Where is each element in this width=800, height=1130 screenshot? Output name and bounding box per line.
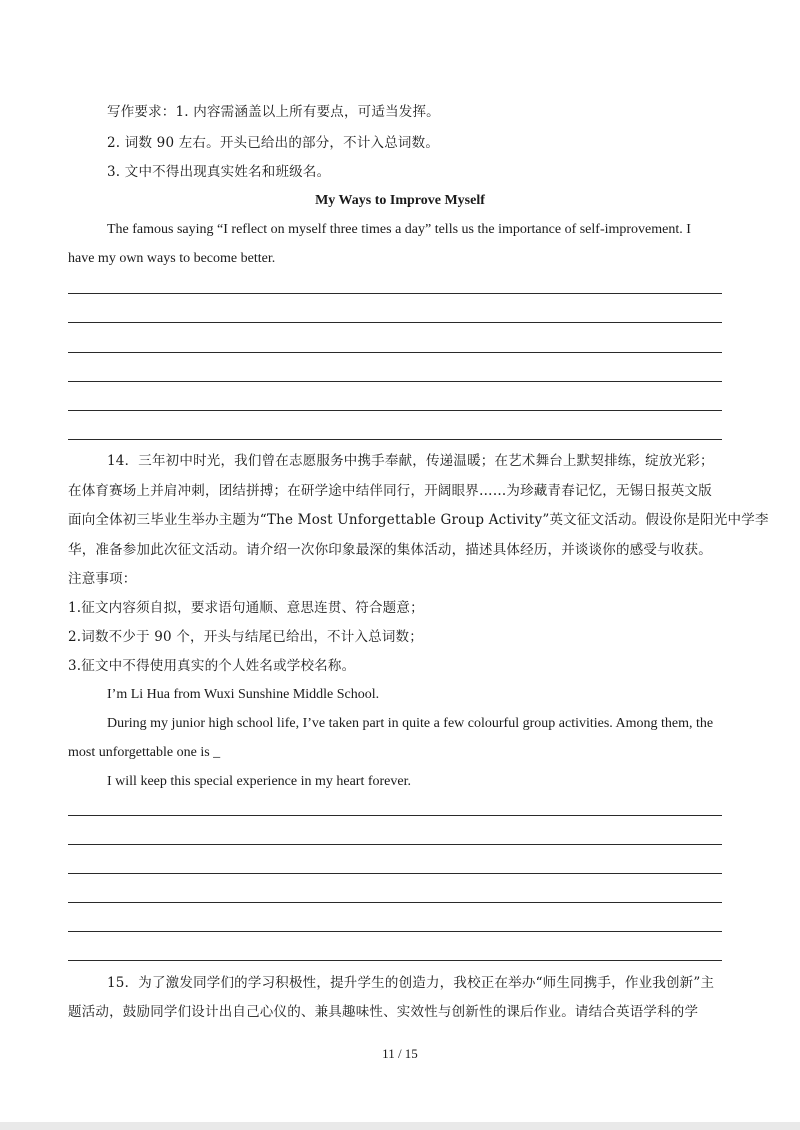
- q14-body-line-1: During my junior high school life, I’ve taken part in quite a few colourful group activities. Among them, the: [107, 716, 714, 731]
- q14-paragraph-line-3: 面向全体初三毕业生举办主题为“The Most Unforgettable Group Activity”英文征文活动。假设你是阳光中学李: [68, 512, 769, 528]
- requirement-1: 写作要求：1. 内容需涵盖以上所有要点，可适当发挥。: [107, 104, 440, 120]
- q14-note-3: 3.征文中不得使用真实的个人姓名或学校名称。: [68, 658, 356, 674]
- q14-body-line-2: most unforgettable one is _: [68, 745, 221, 760]
- answer-line: [68, 381, 722, 382]
- answer-line: [68, 902, 722, 903]
- answer-line: [68, 815, 722, 816]
- answer-line: [68, 410, 722, 411]
- answer-line: [68, 844, 722, 845]
- q14-note-1: 1.征文内容须自拟，要求语句通顺、意思连贯、符合题意；: [68, 600, 424, 616]
- answer-line: [68, 322, 722, 323]
- q14-note-2: 2.词数不少于 90 个，开头与结尾已给出，不计入总词数；: [68, 629, 423, 645]
- q14-intro: I’m Li Hua from Wuxi Sunshine Middle School.: [107, 687, 380, 702]
- answer-line: [68, 439, 722, 440]
- q14-notes-heading: 注意事项：: [68, 571, 137, 587]
- answer-line: [68, 293, 722, 294]
- q14-paragraph-line-2: 在体育赛场上并肩冲刺，团结拼搏；在研学途中结伴同行，开阔眼界……为珍藏青春记忆，无锡日报英文版: [68, 483, 712, 499]
- requirement-3: 3. 文中不得出现真实姓名和班级名。: [107, 164, 331, 180]
- q15-line-1: 15．为了激发同学们的学习积极性，提升学生的创造力，我校正在举办“师生同携手，作业我创新”主: [107, 975, 715, 991]
- answer-line: [68, 931, 722, 932]
- q14-ending: I will keep this special experience in my heart forever.: [107, 774, 411, 789]
- q15-line-2: 题活动，鼓励同学们设计出自己心仪的、兼具趣味性、实效性与创新性的课后作业。请结合英语学科的学: [68, 1004, 699, 1020]
- essay-opening-line-1: The famous saying “I reflect on myself three times a day” tells us the importance of self-improvement. I: [107, 222, 691, 237]
- scan-edge: [0, 1122, 800, 1130]
- q14-paragraph-line-4: 华，准备参加此次征文活动。请介绍一次你印象最深的集体活动，描述具体经历，并谈谈你的感受与收获。: [68, 542, 712, 558]
- page-number: 11 / 15: [382, 1046, 418, 1061]
- essay-opening-line-2: have my own ways to become better.: [68, 251, 276, 266]
- requirement-2: 2. 词数 90 左右。开头已给出的部分，不计入总词数。: [107, 135, 440, 151]
- answer-line: [68, 352, 722, 353]
- essay-title: My Ways to Improve Myself: [315, 193, 485, 208]
- answer-line: [68, 960, 722, 961]
- q14-paragraph-line-1: 14．三年初中时光，我们曾在志愿服务中携手奉献，传递温暖；在艺术舞台上默契排练，绽放光彩；: [107, 453, 714, 469]
- answer-line: [68, 873, 722, 874]
